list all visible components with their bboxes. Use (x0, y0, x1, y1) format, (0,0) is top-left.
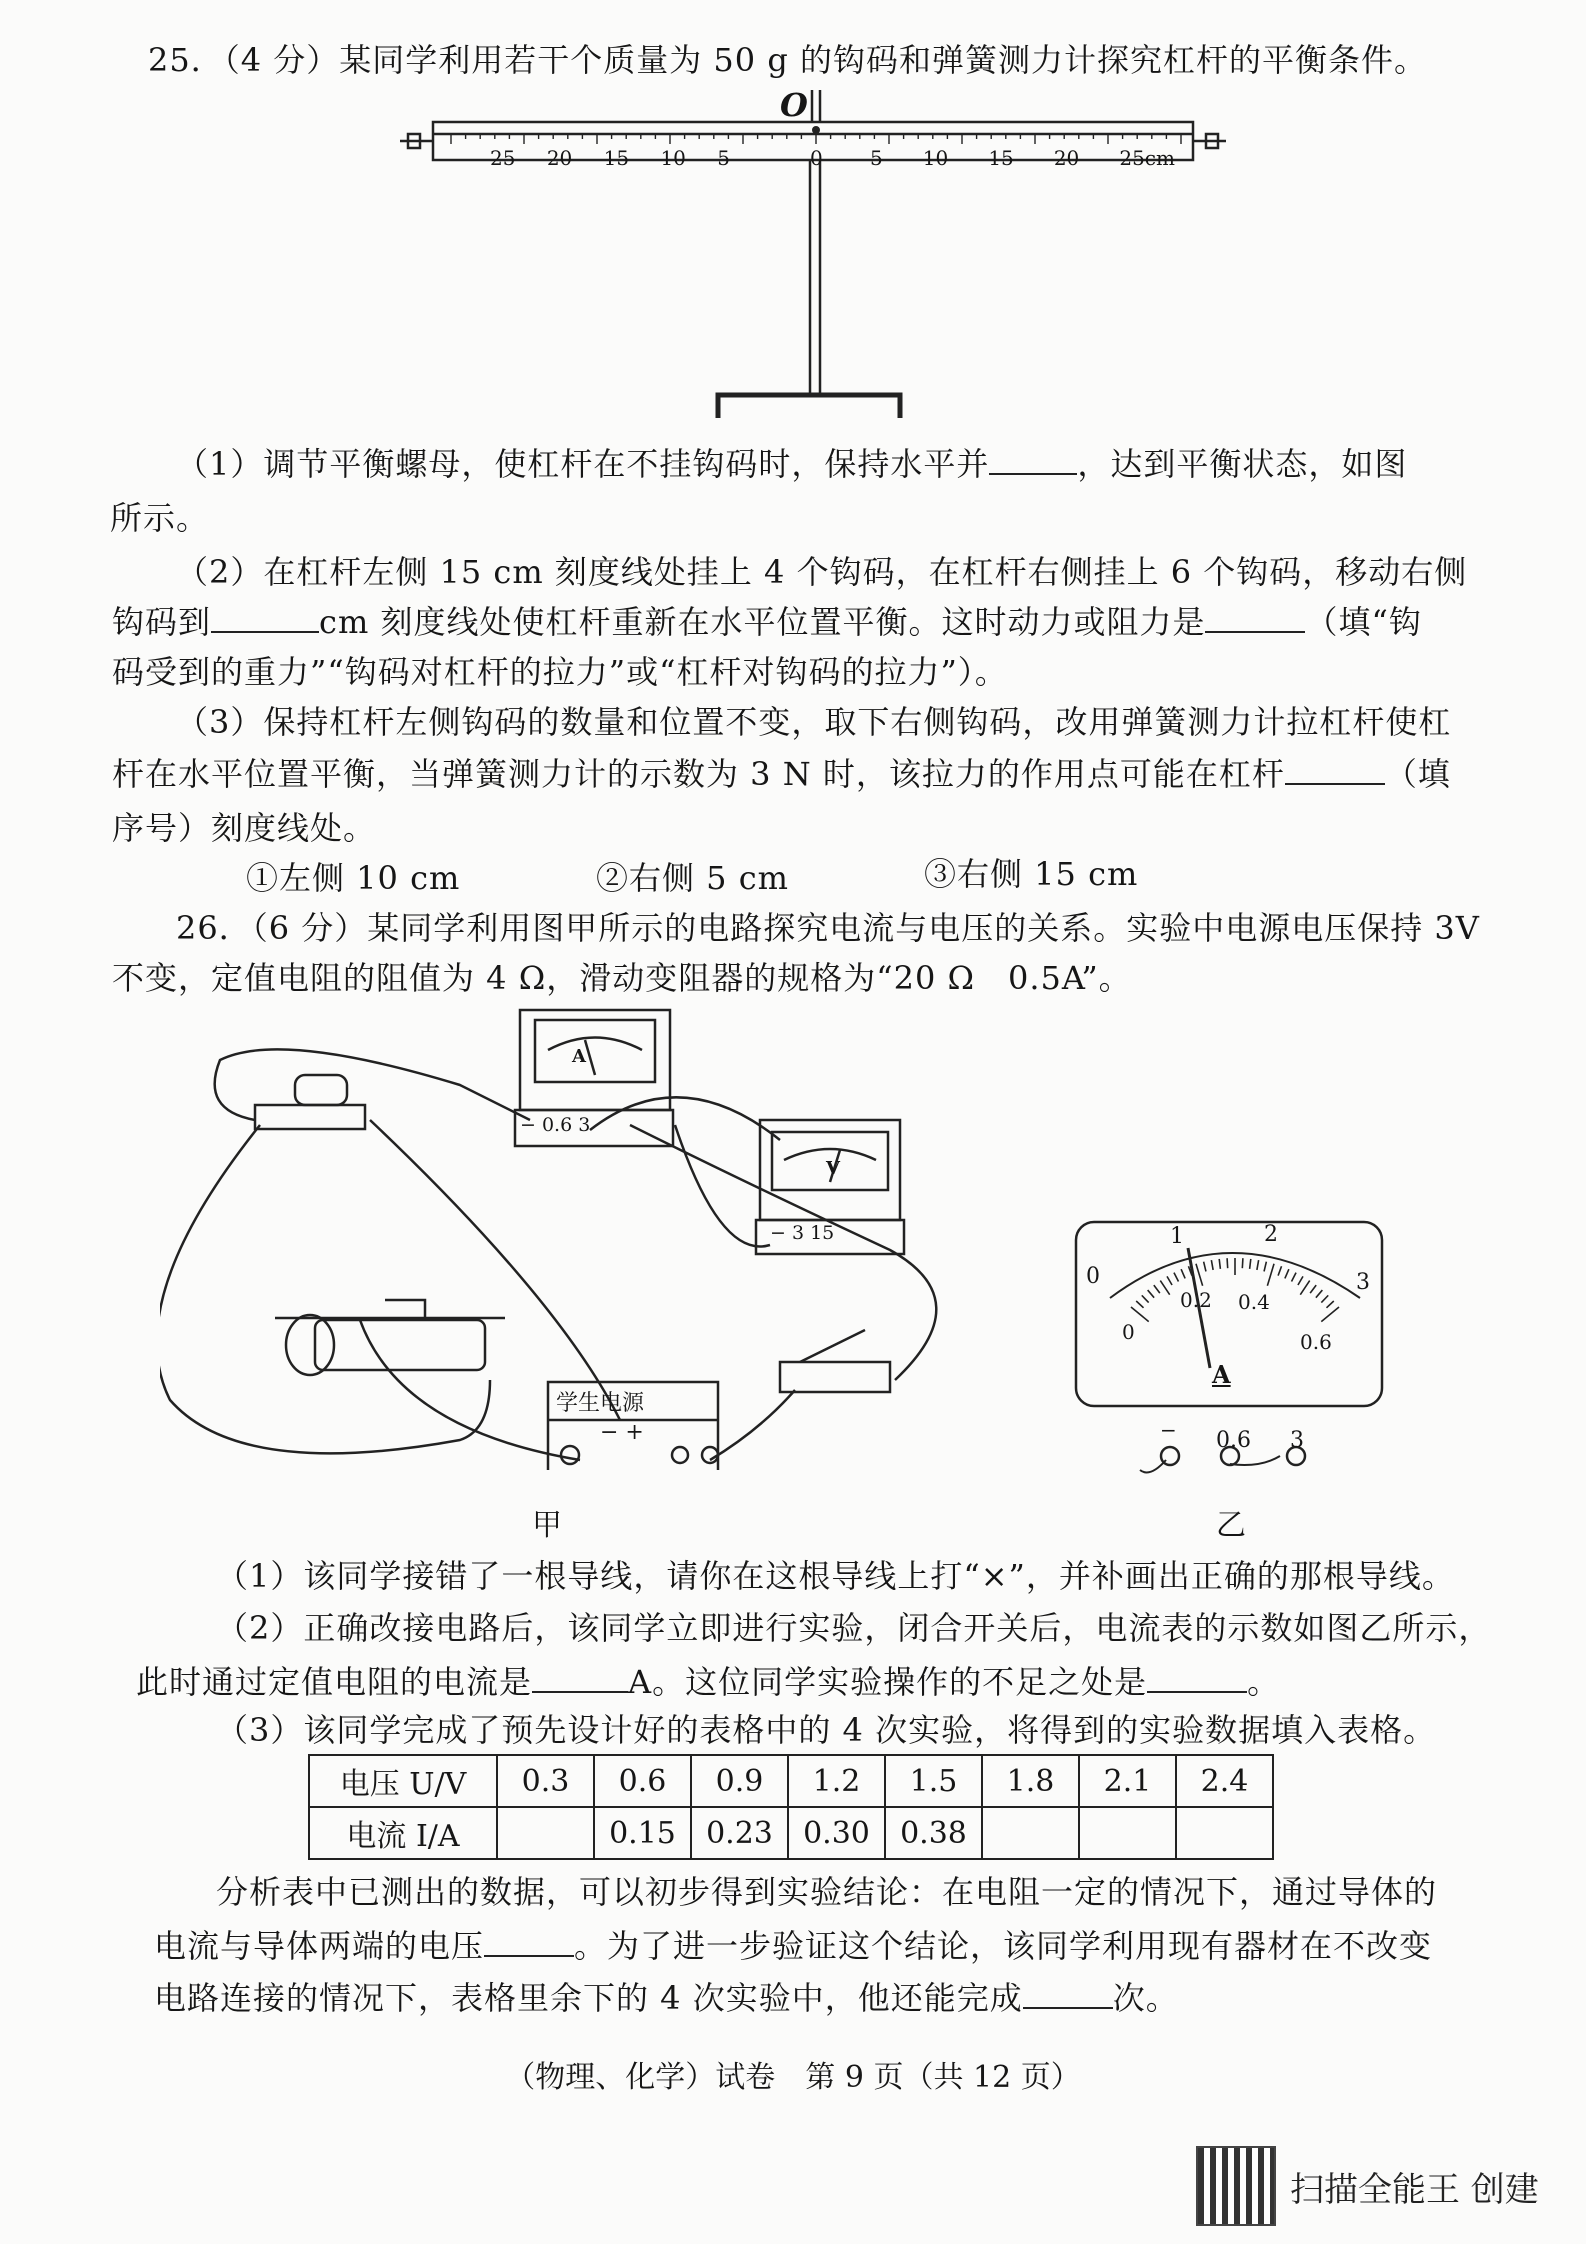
ruler-right-labels (870, 146, 1175, 170)
table-cell: 0.38 (885, 1807, 982, 1859)
meter-tick (1148, 1290, 1154, 1298)
q25-p1-text-b: ，达到平衡状态，如图 (1077, 445, 1408, 483)
q25-option-3: ③右侧 15 cm (924, 855, 1139, 893)
ammeter-body (520, 1010, 670, 1110)
q26-stem-cont: 不变，定值电阻的阻值为 4 Ω，滑动变阻器的规格为“20 Ω 0.5A”。 (112, 959, 1132, 997)
table-row-current (309, 1807, 1273, 1859)
voltmeter-terminals: − 3 15 (770, 1222, 835, 1244)
q25-option-2: ②右侧 5 cm (596, 859, 789, 897)
q26-blank-4[interactable] (1023, 1979, 1113, 2009)
tick-r25: 25cm (1119, 146, 1175, 170)
table-cell: 1.5 (885, 1755, 982, 1807)
meter-tick (1285, 1269, 1289, 1278)
q25-p1 (176, 442, 1407, 486)
q25-p3: （3）保持杠杆左侧钩码的数量和位置不变，取下右侧钩码，改用弹簧测力计拉杠杆使杠 (176, 703, 1452, 741)
q25-blank-2[interactable] (211, 603, 319, 633)
fixed-resistor (295, 1075, 347, 1105)
wire-6 (160, 1125, 490, 1453)
q25-stem: 25．（4 分）某同学利用若干个质量为 50 g 的钩码和弹簧测力计探究杠杆的平衡条件。 (148, 41, 1427, 79)
q26-s2-cont (136, 1660, 1280, 1704)
q25-p3-text-b: 杆在水平位置平衡，当弹簧测力计的示数为 3 N 时，该拉力的作用点可能在杠杆 (112, 755, 1285, 793)
qr-code-icon (1196, 2146, 1276, 2226)
q25-p1-cont: 所示。 (110, 499, 210, 537)
table-cell: 0.15 (594, 1807, 691, 1859)
table-cell: 0.9 (691, 1755, 788, 1807)
tick-r20: 20 (1053, 146, 1080, 170)
q25-p2-text-d: （填“钩 (1305, 603, 1422, 641)
q25-p2-cont (112, 600, 1422, 644)
ruler-left-labels (490, 146, 730, 170)
tick-l20: 20 (546, 146, 573, 170)
meter-term-06: 0.6 (1216, 1428, 1251, 1453)
q26-a3 (154, 1976, 1179, 2020)
switch-blade (800, 1330, 865, 1362)
q26-s2: （2）正确改接电路后，该同学立即进行实验，闭合开关后，电流表的示数如图乙所示， (216, 1609, 1492, 1647)
meter-tick (1250, 1259, 1251, 1269)
table-cell: 0.30 (788, 1807, 885, 1859)
table-cell: 0.23 (691, 1807, 788, 1859)
q26-blank-3[interactable] (484, 1927, 574, 1957)
meter-term-neg: − (1160, 1418, 1177, 1442)
table-cell[interactable] (1079, 1807, 1176, 1859)
tick-r10: 10 (922, 146, 949, 170)
table-cell: 2.4 (1176, 1755, 1273, 1807)
lever-figure (400, 90, 1230, 440)
meter-tick (1167, 1276, 1172, 1285)
meter-tick (1326, 1301, 1333, 1308)
table-cell: 1.2 (788, 1755, 885, 1807)
meter-tick (1242, 1258, 1243, 1268)
pivot-point (812, 126, 820, 134)
meter-tick (1321, 1295, 1328, 1302)
q26-a1: 分析表中已测出的数据，可以初步得到实验结论：在电阻一定的情况下，通过导体的 (216, 1873, 1438, 1911)
stand-base (718, 395, 900, 418)
tick-r15: 15 (988, 146, 1014, 170)
meter-small-06: 0.6 (1300, 1330, 1332, 1354)
tick-l5: 5 (717, 146, 730, 170)
wire-1 (215, 1049, 530, 1120)
meter-tick (1154, 1285, 1160, 1293)
tick-zero: 0 (810, 146, 823, 170)
meter-tick (1257, 1260, 1259, 1270)
q25-blank-3[interactable] (1205, 603, 1305, 633)
rheostat-slider (385, 1300, 425, 1318)
q26-a3-text-b: 次。 (1112, 1979, 1179, 2017)
meter-tick (1267, 1264, 1274, 1286)
meter-big-0: 0 (1086, 1264, 1100, 1289)
meter-big-1: 1 (1170, 1224, 1184, 1249)
table-cell: 2.1 (1079, 1755, 1176, 1807)
meter-tick (1174, 1273, 1179, 1282)
resistor-base (255, 1105, 365, 1129)
table-cell[interactable] (982, 1807, 1079, 1859)
wire-5 (630, 1125, 936, 1380)
q26-blank-2[interactable] (1147, 1663, 1247, 1693)
wire-2 (370, 1120, 620, 1420)
table-cell: 0.6 (594, 1755, 691, 1807)
q26-a3-text-a: 电路连接的情况下，表格里余下的 4 次实验中，他还能完成 (154, 1979, 1023, 2017)
q25-p3-text-c: （填 (1384, 755, 1451, 793)
table-head-voltage: 电压 U/V (309, 1755, 497, 1807)
meter-tick (1160, 1281, 1169, 1295)
page-footer: （物理、化学）试卷 第 9 页（共 12 页） (505, 2060, 1081, 2095)
voltmeter-label: V (826, 1158, 840, 1179)
ammeter-label: A (572, 1046, 586, 1067)
switch-base (780, 1362, 890, 1392)
meter-unit: A (1212, 1360, 1231, 1389)
meter-big-3: 3 (1356, 1270, 1370, 1295)
tick-r5: 5 (870, 146, 883, 170)
q26-blank-1[interactable] (532, 1663, 628, 1693)
meter-small-0: 0 (1122, 1320, 1135, 1344)
meter-tick (1298, 1276, 1303, 1285)
table-head-current: 电流 I/A (309, 1807, 497, 1859)
q25-option-1: ①左侧 10 cm (246, 859, 461, 897)
scanner-watermark (1196, 2146, 1539, 2226)
meter-tick (1292, 1273, 1297, 1282)
meter-tick (1278, 1266, 1281, 1275)
meter-tick (1142, 1295, 1149, 1302)
q26-s2-text-b: 此时通过定值电阻的电流是 (136, 1663, 533, 1701)
q26-a2-text-a: 电流与导体两端的电压 (154, 1927, 485, 1965)
table-cell: 1.8 (982, 1755, 1079, 1807)
wire-7 (710, 1390, 795, 1460)
data-table (308, 1754, 1274, 1860)
q25-blank-4[interactable] (1285, 755, 1385, 785)
meter-small-04: 0.4 (1238, 1290, 1270, 1314)
tick-l10: 10 (660, 146, 686, 170)
meter-tick (1196, 1264, 1203, 1286)
figure-label-jia: 甲 (532, 1508, 562, 1543)
meter-tick (1264, 1262, 1266, 1272)
q25-p2-text-b: 钩码到 (112, 603, 212, 641)
meter-tick (1181, 1269, 1185, 1278)
wire-4 (590, 1097, 780, 1140)
rheostat-coil (315, 1320, 485, 1370)
tick-l25: 25 (490, 146, 516, 170)
meter-term-3: 3 (1290, 1428, 1304, 1453)
q25-p1-text-a: （1）调节平衡螺母，使杠杆在不挂钩码时，保持水平并 (176, 445, 990, 483)
meter-tick (1227, 1258, 1228, 1268)
rheostat-end-left (286, 1315, 334, 1375)
meter-tick (1300, 1281, 1309, 1295)
meter-tick (1211, 1260, 1213, 1270)
table-cell: 0.3 (497, 1755, 594, 1807)
figure-label-yi: 乙 (1216, 1508, 1246, 1543)
q25-p2: （2）在杠杆左侧 15 cm 刻度线处挂上 4 个钩码，在杠杆右侧挂上 6 个钩码，移动右侧 (176, 553, 1468, 591)
meter-tick (1204, 1262, 1206, 1272)
table-row-voltage (309, 1755, 1273, 1807)
ammeter-terminals: − 0.6 3 (520, 1114, 591, 1136)
meter-small-02: 0.2 (1180, 1288, 1212, 1312)
power-supply-label: 学生电源 (556, 1391, 645, 1416)
meter-tick (1321, 1307, 1339, 1322)
q26-stem: 26．（6 分）某同学利用图甲所示的电路探究电流与电压的关系。实验中电源电压保持 3V (176, 909, 1480, 947)
meter-tick (1136, 1301, 1143, 1308)
watermark-text: 扫描全能王 创建 (1290, 2169, 1539, 2210)
q25-blank-1[interactable] (989, 445, 1077, 475)
table-cell[interactable] (1176, 1807, 1273, 1859)
pivot-label: O (780, 86, 808, 124)
q26-s3: （3）该同学完成了预先设计好的表格中的 4 次实验，将得到的实验数据填入表格。 (216, 1711, 1437, 1749)
meter-tick (1310, 1285, 1316, 1293)
meter-tick (1316, 1290, 1322, 1298)
meter-big-2: 2 (1264, 1222, 1278, 1247)
q25-p3-cont2: 序号）刻度线处。 (112, 809, 377, 847)
q26-s1: （1）该同学接错了一根导线，请你在这根导线上打“×”，并补画出正确的那根导线。 (216, 1557, 1455, 1595)
meter-tick (1219, 1259, 1220, 1269)
power-supply-terminals: − + (600, 1420, 644, 1445)
q25-p2-cont2: 码受到的重力”“钩码对杠杆的拉力”或“杠杆对钩码的拉力”）。 (112, 653, 1008, 691)
q26-a2 (154, 1924, 1432, 1968)
q25-p2-text-c: cm 刻度线处使杠杆重新在水平位置平衡。这时动力或阻力是 (319, 603, 1206, 641)
q26-s2-text-d: 。 (1247, 1663, 1281, 1701)
tick-l15: 15 (603, 146, 630, 170)
q25-p3-cont (112, 752, 1451, 796)
q26-s2-text-c: A。这位同学实验操作的不足之处是 (628, 1663, 1148, 1701)
q26-a2-text-b: 。为了进一步验证这个结论，该同学利用现有器材在不改变 (574, 1927, 1433, 1965)
table-cell[interactable] (497, 1807, 594, 1859)
